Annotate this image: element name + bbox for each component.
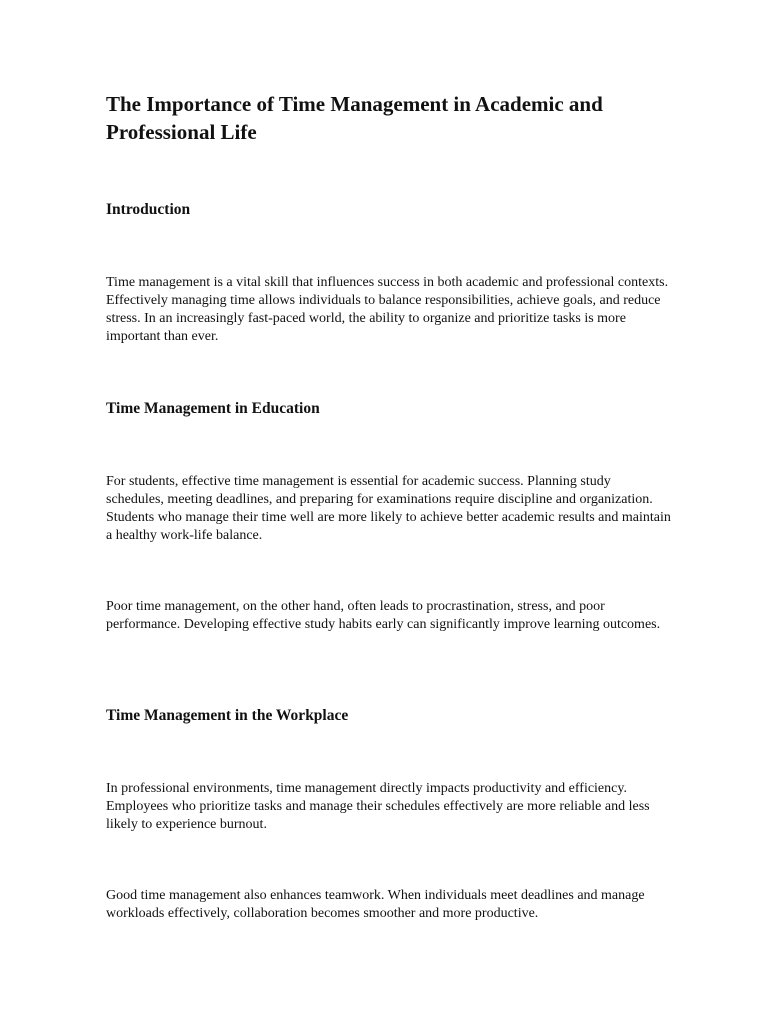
paragraph: Poor time management, on the other hand, often leads to procrastination, stress, and poor performance. Developing effective study habits early can significantly improve learning outcomes. (106, 599, 661, 632)
document-title: The Importance of Time Management in Academic and Professional Life (106, 92, 603, 144)
section-heading-introduction: Introduction (106, 201, 191, 218)
section-heading-education: Time Management in Education (106, 400, 320, 417)
paragraph: For students, effective time management is essential for academic success. Planning study schedules, meeting deadlines, and preparing for examinations require discipline and organization. Students who manage their time well are more likely to achieve better academic results and maintain a healthy work-life balance. (106, 474, 671, 543)
section-heading-workplace: Time Management in the Workplace (106, 707, 349, 724)
paragraph: Good time management also enhances teamwork. When individuals meet deadlines and manage workloads effectively, collaboration becomes smoother and more productive. (106, 888, 645, 921)
paragraph: In professional environments, time management directly impacts productivity and efficiency. Employees who prioritize tasks and manage their schedules effectively are more reliable and less likely to experience burnout. (106, 781, 650, 832)
paragraph: Time management is a vital skill that influences success in both academic and professional contexts. Effectively managing time allows individuals to balance responsibilities, achieve goals, and reduce stress. In an increasingly fast-paced world, the ability to organize and prioritize tasks is more important than ever. (106, 275, 669, 344)
